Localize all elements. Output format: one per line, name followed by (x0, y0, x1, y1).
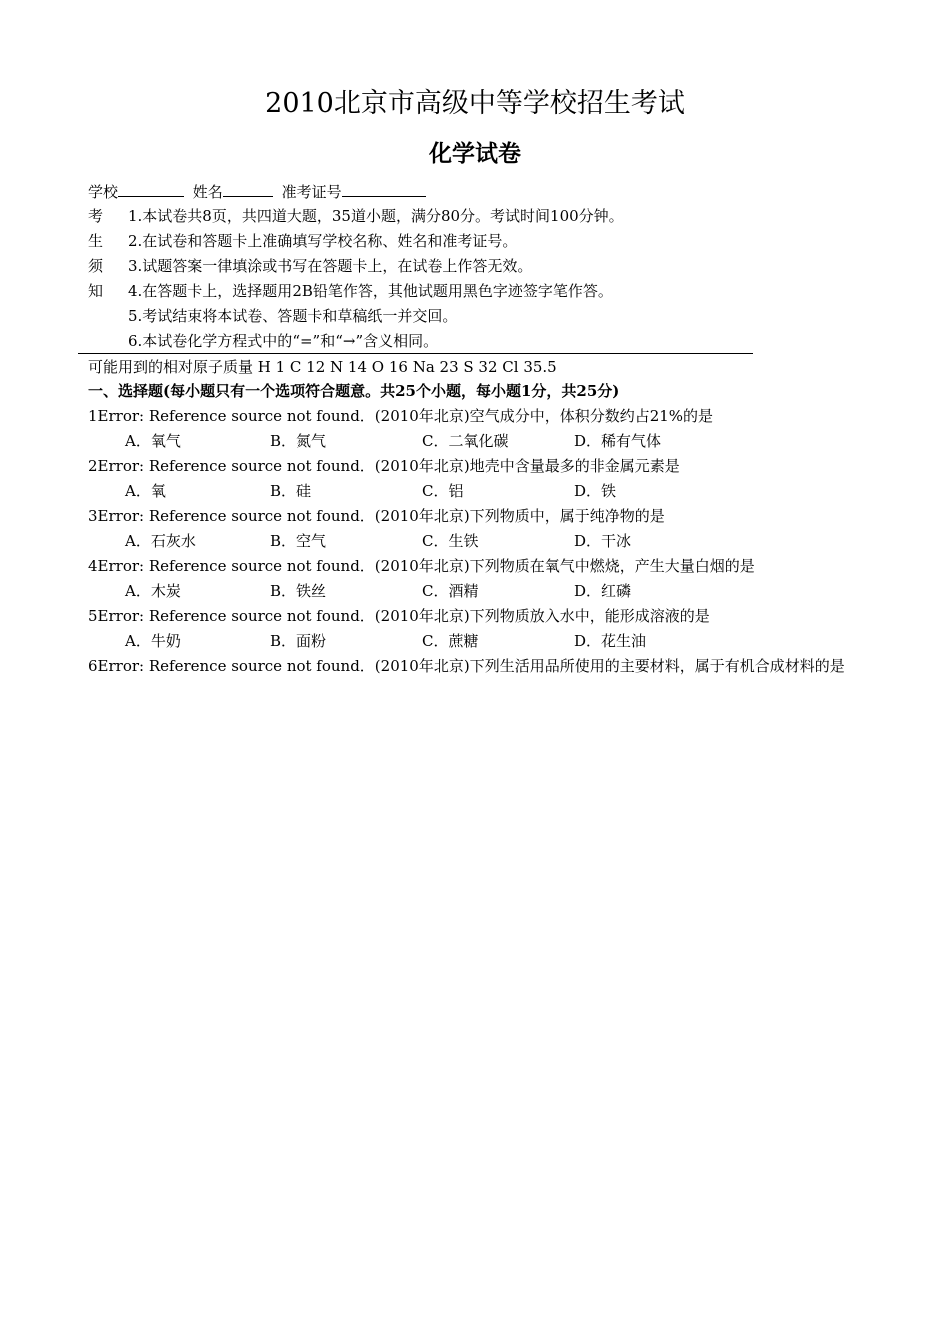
option-b: B．铁丝 (270, 582, 327, 600)
notice-row (88, 205, 788, 230)
option-c: C．铝 (422, 482, 464, 500)
option-a: A．牛奶 (125, 632, 181, 650)
notice-row (88, 330, 788, 355)
exam-id-blank (342, 180, 426, 197)
notice-row (88, 230, 788, 255)
exam-subtitle: 化学试卷 (429, 140, 521, 167)
option-c: C．生铁 (422, 532, 479, 550)
question-options (88, 630, 888, 655)
option-a: A．氧 (125, 482, 166, 500)
option-c: C．蔗糖 (422, 632, 479, 650)
question-text: 6Error: Reference source not found．(2010年北京)下列生活用品所使用的主要材料，属于有机合成材料的是 (88, 657, 845, 675)
question-options (88, 480, 888, 505)
question-options (88, 530, 888, 555)
option-c: C．酒精 (422, 582, 479, 600)
student-info-fields (88, 180, 430, 203)
notice-side-char: 知 (88, 282, 104, 300)
section-heading: 一、选择题(每小题只有一个选项符合题意。共25个小题，每小题1分，共25分) (88, 382, 620, 400)
option-d: D．稀有气体 (574, 432, 662, 450)
question-text: 5Error: Reference source not found．(2010年北京)下列物质放入水中，能形成溶液的是 (88, 607, 710, 625)
exam-notice (88, 205, 788, 355)
option-b: B．硅 (270, 482, 312, 500)
question-text: 1Error: Reference source not found．(2010年北京)空气成分中，体积分数约占21%的是 (88, 407, 714, 425)
option-a: A．石灰水 (125, 532, 196, 550)
question-options (88, 580, 888, 605)
notice-item: 1.本试卷共8页，共四道大题，35道小题，满分80分。考试时间100分钟。 (128, 207, 624, 225)
option-b: B．面粉 (270, 632, 327, 650)
option-a: A．氧气 (125, 432, 181, 450)
notice-item: 5.考试结束将本试卷、答题卡和草稿纸一并交回。 (128, 307, 458, 325)
option-d: D．花生油 (574, 632, 647, 650)
notice-item: 2.在试卷和答题卡上准确填写学校名称、姓名和准考证号。 (128, 232, 518, 250)
question-list (88, 405, 888, 680)
question-options (88, 430, 888, 455)
option-a: A．木炭 (125, 582, 181, 600)
notice-side-char: 生 (88, 232, 104, 250)
name-blank (223, 180, 273, 197)
notice-row (88, 280, 788, 305)
school-label: 学校 (88, 183, 119, 201)
notice-row (88, 305, 788, 330)
notice-item: 4.在答题卡上，选择题用2B铅笔作答，其他试题用黑色字迹签字笔作答。 (128, 282, 613, 300)
option-d: D．红磷 (574, 582, 632, 600)
divider-line (78, 353, 753, 354)
name-label: 姓名 (192, 183, 223, 201)
question-text: 2Error: Reference source not found．(2010年北京)地壳中含量最多的非金属元素是 (88, 457, 680, 475)
question-text: 4Error: Reference source not found．(2010年北京)下列物质在氧气中燃烧，产生大量白烟的是 (88, 557, 755, 575)
notice-item: 6.本试卷化学方程式中的“=”和“→”含义相同。 (128, 332, 439, 350)
notice-item: 3.试题答案一律填涂或书写在答题卡上，在试卷上作答无效。 (128, 257, 533, 275)
option-b: B．氮气 (270, 432, 327, 450)
notice-side-char: 考 (88, 207, 104, 225)
option-d: D．干冰 (574, 532, 632, 550)
option-d: D．铁 (574, 482, 617, 500)
exam-title: 2010北京市高级中等学校招生考试 (265, 88, 685, 119)
atomic-masses: 可能用到的相对原子质量 H 1 C 12 N 14 O 16 Na 23 S 32 Cl 35.5 (88, 358, 557, 376)
option-c: C．二氧化碳 (422, 432, 509, 450)
question-text: 3Error: Reference source not found．(2010年北京)下列物质中，属于纯净物的是 (88, 507, 665, 525)
notice-row (88, 255, 788, 280)
school-blank (118, 180, 184, 197)
exam-id-label: 准考证号 (281, 183, 342, 201)
option-b: B．空气 (270, 532, 327, 550)
notice-side-char: 须 (88, 257, 104, 275)
